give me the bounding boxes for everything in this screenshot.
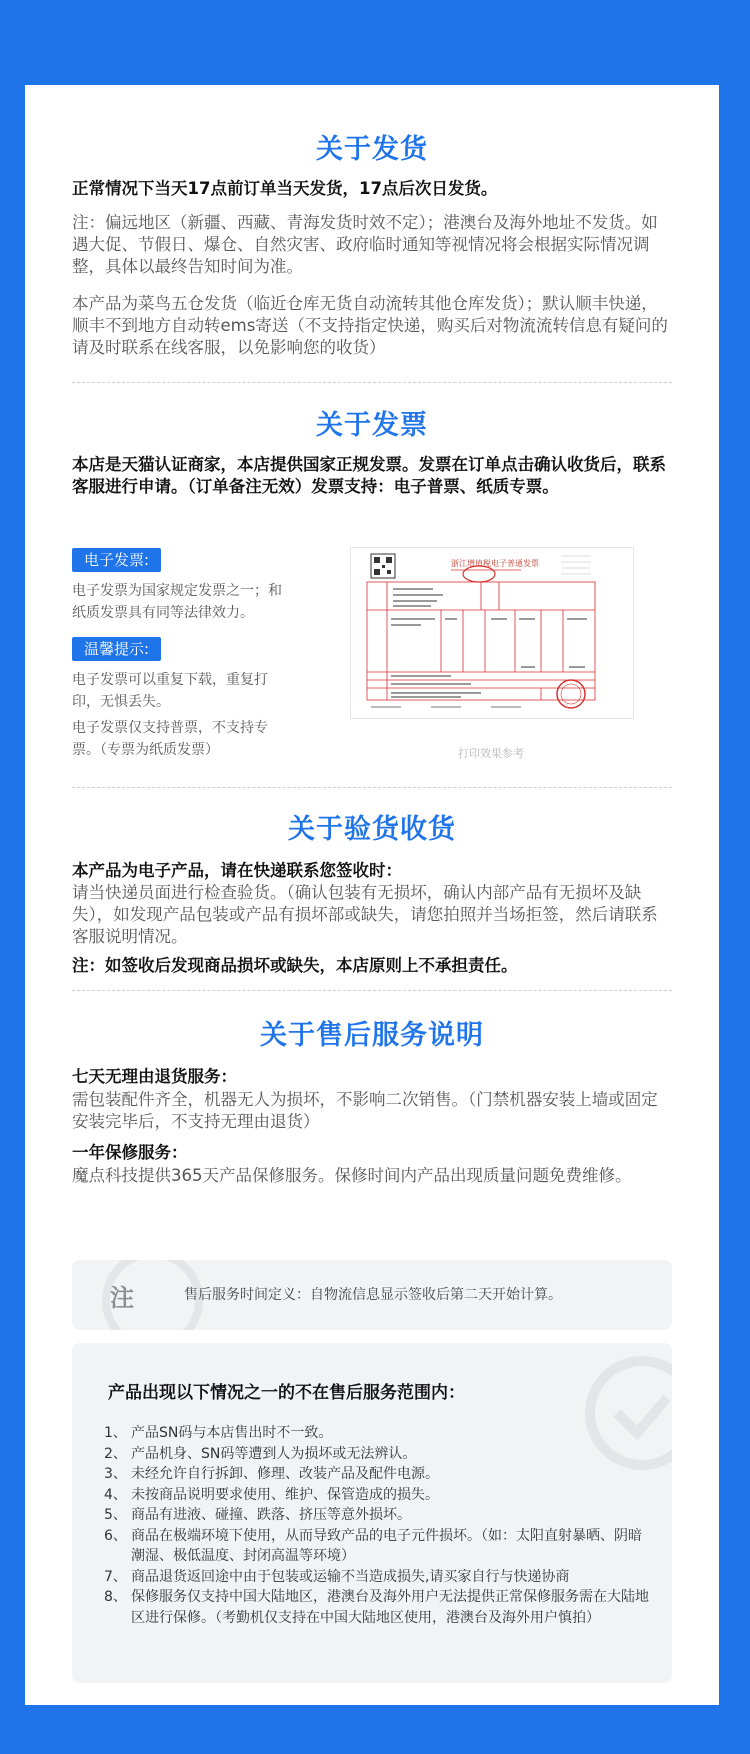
stamp-icon	[557, 680, 585, 708]
list-item-text: 商品在极端环境下使用，从而导致产品的电子元件损坏。（如：太阳直射暴晒、阴暗潮湿、极低温度、封闭高温等环境）	[131, 1527, 642, 1564]
list-item-text: 商品有进液、碰撞、跌落、挤压等意外损坏。	[131, 1507, 411, 1523]
exclusions-box	[72, 1343, 672, 1683]
list-item-number: 5、	[104, 1507, 127, 1523]
inspection-title: 关于验货收货	[288, 814, 456, 845]
list-item-number: 7、	[104, 1568, 127, 1585]
list-item-number: 3、	[104, 1466, 127, 1482]
invoice-lead: 本店是天猫认证商家，本店提供国家正规发票。发票在订单点击确认收货后，联系客服进行申请。（订单备注无效）发票支持：电子普票、纸质专票。	[72, 455, 666, 496]
aftersales-note-box	[72, 1260, 672, 1330]
return-body: 需包装配件齐全，机器无人为损坏，不影响二次销售。（门禁机器安装上墙或固定安装完毕后，不支持无理由退货）	[72, 1090, 658, 1131]
list-item	[104, 1526, 649, 1567]
list-item-text: 产品机身、SN码等遭到人为损坏或无法辨认。	[131, 1445, 417, 1462]
list-item-text: 未经允许自行拆卸、修理、改装产品及配件电源。	[131, 1466, 439, 1482]
list-item	[104, 1505, 649, 1526]
invoice-sample-title: 浙江增值税电子普通发票	[451, 559, 539, 568]
inspection-note: 注：如签收后发现商品损坏或缺失，本店原则上不承担责任。	[72, 956, 518, 975]
shipping-title: 关于发货	[316, 134, 428, 165]
warranty-body: 魔点科技提供365天产品保修服务。保修时间内产品出现质量问题免费维修。	[72, 1166, 632, 1185]
note-text: 售后服务时间定义：自物流信息显示签收后第二天开始计算。	[184, 1287, 562, 1303]
list-item	[104, 1567, 649, 1588]
invoice-caption: 打印效果参考	[458, 747, 524, 760]
tips-text-2: 电子发票仅支持普票，不支持专票。（专票为纸质发票）	[72, 720, 268, 758]
invoice-sample	[350, 547, 634, 719]
invoice-sample-graphic	[351, 548, 633, 718]
list-item-text: 未按商品说明要求使用、维护、保管造成的损失。	[131, 1486, 439, 1503]
warranty-heading: 一年保修服务：	[72, 1143, 188, 1162]
list-item-number: 6、	[104, 1527, 127, 1544]
inspection-body: 请当快递员面进行检查验货。（确认包装有无损坏，确认内部产品有无损坏及缺失），如发现产品包装或产品有损坏部或缺失，请您拍照并当场拒签，然后请联系客服说明情况。	[72, 883, 658, 946]
list-item-text: 保修服务仅支持中国大陆地区，港澳台及海外用户无法提供正常保修服务需在大陆地区进行保修。（考勤机仅支持在中国大陆地区使用，港澳台及海外用户慎拍）	[131, 1589, 649, 1626]
shipping-warehouse: 本产品为菜鸟五仓发货（临近仓库无货自动流转其他仓库发货）；默认顺丰快递，顺丰不到地方自动转ems寄送（不支持指定快递，购买后对物流流转信息有疑问的请及时联系在线客服，以免影响您的收货）	[72, 294, 668, 357]
exclusions-title: 产品出现以下情况之一的不在售后服务范围内：	[108, 1383, 465, 1403]
shipping-note: 注：偏远地区（新疆、西藏、青海发货时效不定）；港澳台及海外地址不发货。如遇大促、节假日、爆仓、自然灾害、政府临时通知等视情况将会根据实际情况调整，具体以最终告知时间为准。	[72, 213, 658, 276]
return-heading: 七天无理由退货服务：	[72, 1067, 237, 1086]
aftersales-title: 关于售后服务说明	[260, 1020, 484, 1051]
note-glyph: 注	[110, 1284, 134, 1312]
list-item	[104, 1464, 649, 1485]
list-item-text: 产品SN码与本店售出时不一致。	[131, 1425, 333, 1441]
e-invoice-text: 电子发票为国家规定发票之一；和纸质发票具有同等法律效力。	[72, 583, 282, 621]
invoice-title: 关于发票	[316, 410, 428, 441]
qr-code-icon	[371, 554, 395, 578]
tips-tag: 温馨提示:	[72, 637, 161, 661]
list-item	[104, 1444, 649, 1465]
list-item-text: 商品退货返回途中由于包装或运输不当造成损失,请买家自行与快递协商	[131, 1568, 570, 1585]
list-item-number: 4、	[104, 1486, 127, 1503]
tips-text-1: 电子发票可以重复下载，重复打印，无惧丢失。	[72, 672, 268, 710]
list-item	[104, 1485, 649, 1506]
exclusions-list	[104, 1423, 649, 1628]
content-card	[25, 85, 719, 1705]
divider	[72, 990, 672, 991]
list-item-number: 1、	[104, 1425, 127, 1441]
inspection-lead: 本产品为电子产品，请在快递联系您签收时：	[72, 861, 402, 880]
shipping-lead: 正常情况下当天17点前订单当天发货，17点后次日发货。	[72, 179, 498, 198]
divider	[72, 787, 672, 788]
list-item	[104, 1423, 649, 1444]
e-invoice-tag: 电子发票:	[72, 548, 161, 572]
list-item-number: 2、	[104, 1445, 127, 1462]
list-item-number: 8、	[104, 1589, 127, 1605]
list-item	[104, 1587, 649, 1628]
divider	[72, 382, 672, 383]
